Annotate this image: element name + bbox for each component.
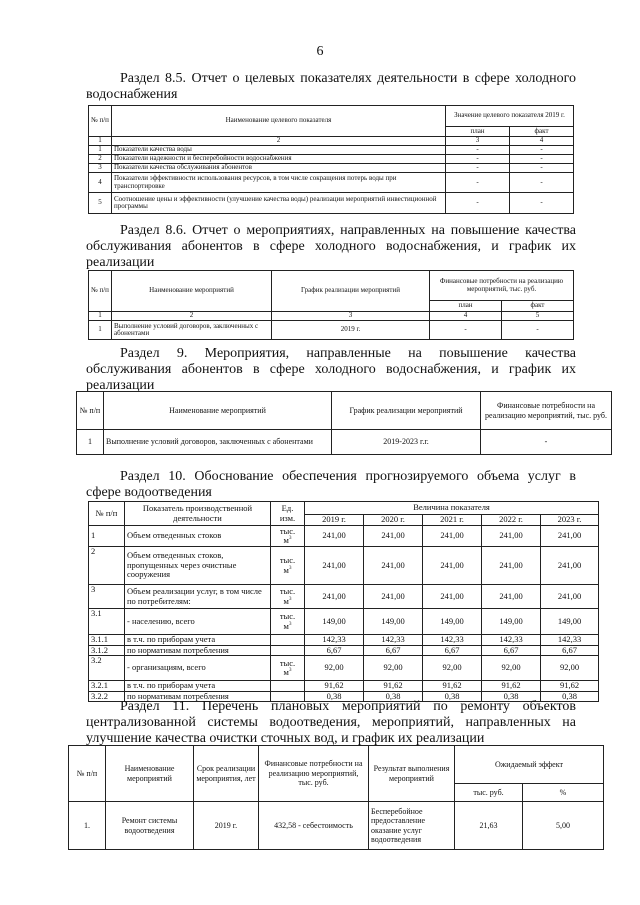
table-row: 1 Выполнение условий договоров, заключенных с абонентами 2019 г. - - [89, 321, 574, 340]
header-schedule: График реализации мероприятий [272, 271, 430, 312]
table-row: 3.1.2 по нормативам потребления 6,67 6,67 6,67 6,67 6,67 [89, 645, 599, 656]
header-year: 2022 г. [482, 515, 541, 526]
header-finance: Финансовые потребности на реализацию мероприятий, тыс. руб. [259, 746, 369, 802]
column-index: 4 [430, 312, 502, 321]
header-num: № п/п [77, 392, 104, 430]
header-num: № п/п [89, 271, 112, 312]
page-number: 6 [316, 44, 324, 59]
column-index: 3 [446, 137, 510, 146]
header-num: № п/п [89, 502, 125, 526]
header-effect: Ожидаемый эффект [455, 746, 604, 784]
header-schedule: График реализации мероприятий [332, 392, 481, 430]
column-index: 3 [272, 312, 430, 321]
table-row: 3 Показатели качества обслуживания абонентов - - [89, 164, 574, 173]
section-10-table [88, 501, 599, 702]
table-row: 2 Объем отведенных стоков, пропущенных через очистные сооружения тыс. $м^3$ 241,00 241,00 241,00 241,00 241,00 [89, 547, 599, 585]
table-row: 5 Соотношение цены и эффективности (улучшение качества воды) реализации мероприятий инвестиционной программы - - [89, 193, 574, 214]
table-row: 1 Выполнение условий договоров, заключенных с абонентами 2019-2023 г.г. - [77, 430, 612, 455]
header-year: 2020 г. [364, 515, 423, 526]
header-effect-pct: % [523, 784, 604, 802]
section-10-heading: Раздел 10. Обоснование обеспечения прогнозируемого объема услуг в сфере водоотведения [86, 469, 576, 500]
section-11-heading: Раздел 11. Перечень плановых мероприятий по ремонту объектов централизованной системы водоотведения, мероприятий, направленных на улучшение качества очистки сточных вод, и график их реализации [86, 699, 576, 746]
header-plan: план [430, 301, 502, 312]
header-finance: Финансовые потребности на реализацию мероприятий, тыс. руб. [481, 392, 612, 430]
section-8-5-heading: Раздел 8.5. Отчет о целевых показателях деятельности в сфере холодного водоснабжения [86, 71, 576, 102]
header-result: Результат выполнения мероприятий [369, 746, 455, 802]
table-row: 1 Объем отведенных стоков тыс. $м^3$ 241,00 241,00 241,00 241,00 241,00 [89, 526, 599, 547]
section-9-heading: Раздел 9. Мероприятия, направленные на повышение качества обслуживания абонентов в сфере холодного водоснабжения, и график их реализации [86, 346, 576, 393]
header-activity-name: Наименование мероприятий [104, 392, 332, 430]
section-8-6-heading: Раздел 8.6. Отчет о мероприятиях, направленных на повышение качества обслуживания абонентов в сфере холодного водоснабжения, и график их реализации [86, 223, 576, 270]
unit-cell: тыс. $м^3$ [271, 609, 305, 635]
table-row: 2 Показатели надежности и бесперебойности водоснабжения - - [89, 155, 574, 164]
unit-cell: тыс. $м^3$ [271, 547, 305, 585]
section-9-table [76, 391, 612, 455]
header-term: Срок реализации мероприятия, лет [194, 746, 259, 802]
header-year: 2021 г. [423, 515, 482, 526]
column-index: 4 [510, 137, 574, 146]
table-row: 3 Объем реализации услуг, в том числе по потребителям: тыс. $м^3$ 241,00 241,00 241,00 241,00 241,00 [89, 585, 599, 609]
header-plan: план [446, 127, 510, 137]
column-index: 2 [112, 137, 446, 146]
header-finance: Финансовые потребности на реализацию мероприятий, тыс. руб. [430, 271, 574, 301]
header-year: 2023 г. [541, 515, 599, 526]
header-activity-name: Наименование мероприятий [106, 746, 194, 802]
header-year: 2019 г. [305, 515, 364, 526]
table-row: 3.1.1 в т.ч. по приборам учета 142,33 142,33 142,33 142,33 142,33 [89, 635, 599, 646]
table-row: 3.2 - организациям, всего тыс. $м^3$ 92,00 92,00 92,00 92,00 92,00 [89, 656, 599, 681]
header-activity-name: Наименование мероприятий [112, 271, 272, 312]
column-index: 2 [112, 312, 272, 321]
table-row: 3.2.1 в т.ч. по приборам учета 91,62 91,62 91,62 91,62 91,62 [89, 681, 599, 692]
header-num: № п/п [89, 106, 112, 137]
table-row: 1 Показатели качества воды - - [89, 146, 574, 155]
unit-cell: тыс. $м^3$ [271, 585, 305, 609]
header-num: № п/п [69, 746, 106, 802]
header-fact: факт [502, 301, 574, 312]
section-8-5-table [88, 105, 574, 214]
header-indicator-name: Наименование целевого показателя [112, 106, 446, 137]
header-effect-rub: тыс. руб. [455, 784, 523, 802]
section-8-6-table [88, 270, 574, 340]
section-11-table [68, 745, 604, 850]
unit-cell: тыс. $м^3$ [271, 656, 305, 681]
header-unit: Ед. изм. [271, 502, 305, 526]
header-value: Величина показателя [305, 502, 599, 515]
header-fact: факт [510, 127, 574, 137]
column-index: 1 [89, 312, 112, 321]
column-index: 5 [502, 312, 574, 321]
table-row: 3.2.2 по нормативам потребления 0,38 0,38 0,38 0,38 0,38 [89, 691, 599, 702]
unit-cell: тыс. $м^3$ [271, 526, 305, 547]
header-indicator-value: Значение целевого показателя 2019 г. [446, 106, 574, 127]
table-row: 3.1 - населению, всего тыс. $м^3$ 149,00 149,00 149,00 149,00 149,00 [89, 609, 599, 635]
table-row: 4 Показатели эффективности использования ресурсов, в том числе сокращения потерь воды при транспортировке - - [89, 173, 574, 193]
header-indicator: Показатель производственной деятельности [125, 502, 271, 526]
table-row: 1. Ремонт системы водоотведения 2019 г. 432,58 - себестоимость Бесперебойное предоставление оказание услуг водоотведения 21,63 5,00 [69, 802, 604, 850]
column-index: 1 [89, 137, 112, 146]
